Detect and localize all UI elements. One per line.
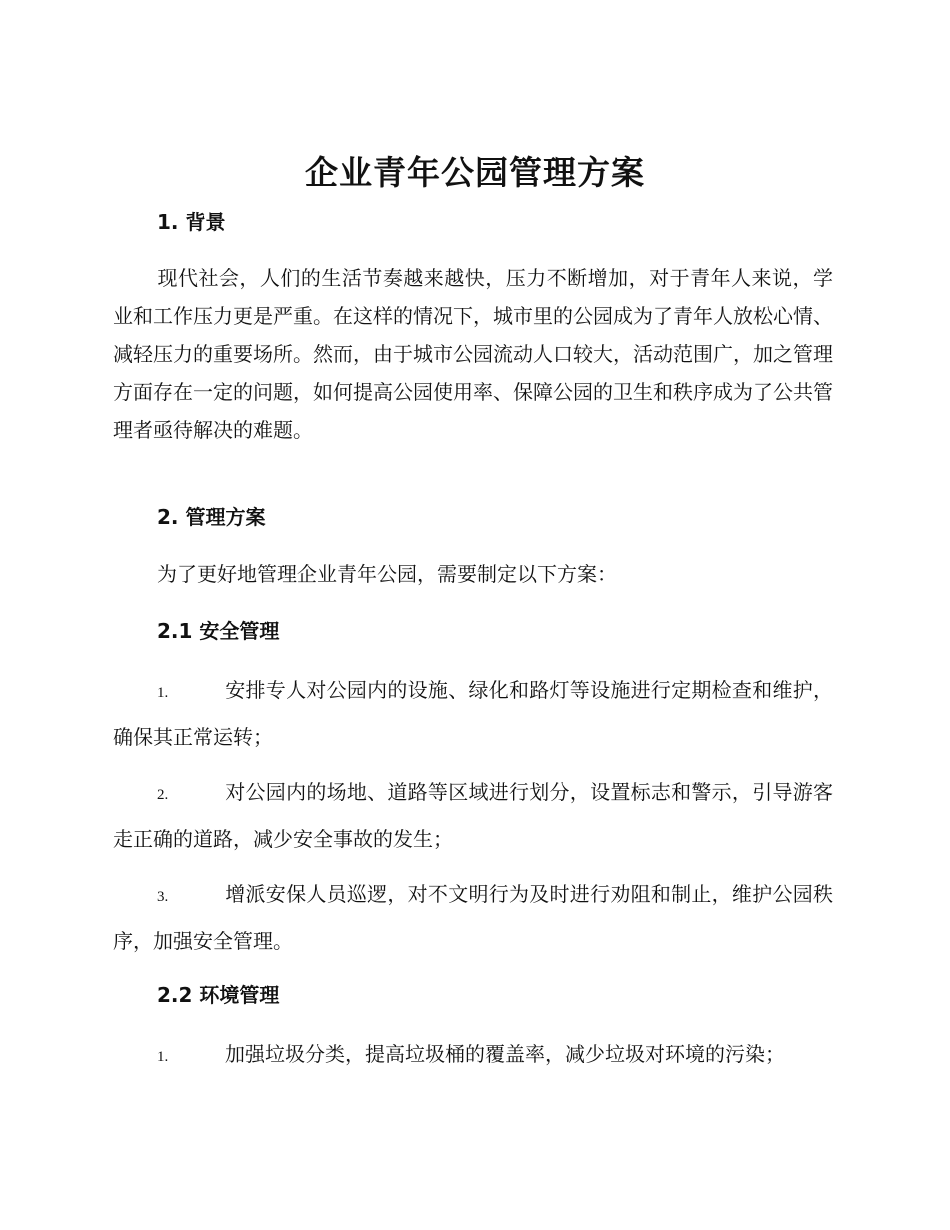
document-title: 企业青年公园管理方案 xyxy=(305,153,645,192)
section-heading-safety: 2.1 安全管理 xyxy=(157,619,280,643)
list-item-text: 安排专人对公园内的设施、绿化和路灯等设施进行定期检查和维护，确保其正常运转； xyxy=(113,678,833,749)
list-item xyxy=(113,770,833,861)
list-item xyxy=(113,668,833,759)
list-item-number: 2. xyxy=(157,787,169,803)
list-item-number: 3. xyxy=(157,889,169,905)
list-item xyxy=(113,1032,833,1079)
list-item-text: 增派安保人员巡逻，对不文明行为及时进行劝阻和制止，维护公园秩序，加强安全管理。 xyxy=(113,882,833,953)
background-paragraph xyxy=(113,259,833,449)
list-item-number: 1. xyxy=(157,685,169,701)
list-item-text: 加强垃圾分类，提高垃圾桶的覆盖率，减少垃圾对环境的污染； xyxy=(225,1042,785,1066)
list-item-text: 对公园内的场地、道路等区域进行划分，设置标志和警示，引导游客走正确的道路，减少安全事故的发生； xyxy=(113,780,833,851)
background-paragraph-text: 现代社会，人们的生活节奏越来越快，压力不断增加，对于青年人来说，学业和工作压力更是严重。在这样的情况下，城市里的公园成为了青年人放松心情、减轻压力的重要场所。然而，由于城市公园流动人口较大，活动范围广，加之管理方面存在一定的问题，如何提高公园使用率、保障公园的卫生和秩序成为了公共管理者亟待解决的难题。 xyxy=(113,266,833,442)
section-heading-plan: 2. 管理方案 xyxy=(157,505,266,529)
section-heading-background: 1. 背景 xyxy=(157,210,226,234)
list-item xyxy=(113,872,833,963)
plan-intro: 为了更好地管理企业青年公园，需要制定以下方案： xyxy=(157,562,617,586)
list-item-number: 1. xyxy=(157,1049,169,1065)
section-heading-environment: 2.2 环境管理 xyxy=(157,983,280,1007)
